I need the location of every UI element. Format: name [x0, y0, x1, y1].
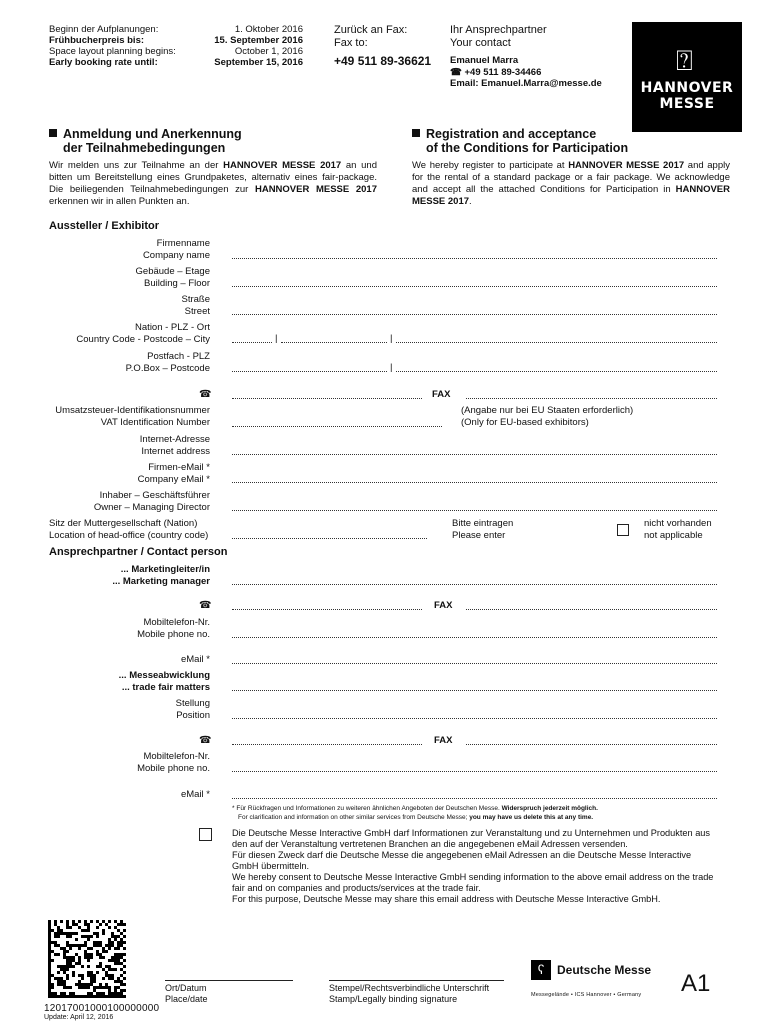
- marketing-mobile-field[interactable]: [232, 637, 717, 638]
- pobox-field[interactable]: [232, 371, 387, 372]
- contact-phone-row: [450, 67, 602, 79]
- bullet-square-icon: [412, 129, 420, 137]
- company-name-label: Firmenname Company name: [142, 238, 210, 261]
- contact-phone: +49 511 89-34466: [464, 66, 542, 78]
- deutsche-messe-tagline: Messegelände • ICS Hannover • Germany: [531, 992, 642, 998]
- de-section-title: Anmeldung und Anerkennung der Teilnahmebedingungen: [49, 127, 242, 155]
- early-rate-de-value: 15. September 2016: [214, 35, 303, 46]
- pobox-postcode-label: Postfach - PLZ P.O.Box – Postcode: [125, 351, 210, 374]
- pobox-postcode-field[interactable]: [396, 371, 717, 372]
- contact-email: Email: Emanuel.Marra@messe.de: [450, 78, 602, 89]
- marketing-fax-label: FAX: [434, 600, 453, 611]
- vat-note: (Angabe nur bei EU Staaten erforderlich) (Only for EU-based exhibitors): [461, 405, 634, 428]
- street-label: Straße Street: [181, 294, 210, 317]
- marketing-manager-label: ... Marketingleiter/in ... Marketing manager: [112, 564, 210, 587]
- fair-fax-label: FAX: [434, 735, 453, 746]
- update-date: Update: April 12, 2016: [44, 1014, 114, 1021]
- position-field[interactable]: [232, 718, 717, 719]
- exhibitor-fax-label: FAX: [432, 389, 451, 400]
- de-intro-text: Wir melden uns zur Teilnahme an der HANNOVER MESSE 2017 an und bitten um Bereitstellung eines Grundpaketes, alternativ eines fair-package. Die beiliegenden Teilnahmebedingungen zur HANNOVER MESSE 2017 erkennen wir in allen Punkten an.: [49, 160, 378, 207]
- marketing-phone-field[interactable]: [232, 609, 422, 610]
- fair-email-field[interactable]: [232, 798, 717, 799]
- deutsche-messe-name: Deutsche Messe: [557, 962, 652, 977]
- planning-begins-en-label: Space layout planning begins:: [49, 46, 176, 57]
- building-floor-field[interactable]: [232, 286, 717, 287]
- early-rate-de-label: Frühbucherpreis bis:: [49, 35, 145, 46]
- contact-name: Emanuel Marra: [450, 55, 519, 66]
- early-rate-en-label: Early booking rate until:: [49, 57, 158, 68]
- owner-field[interactable]: [232, 510, 717, 511]
- field-separator: |: [275, 333, 278, 344]
- marketing-email-label: eMail *: [180, 654, 210, 665]
- place-date-label: Ort/Datum Place/date: [165, 983, 208, 1004]
- company-email-field[interactable]: [232, 482, 717, 483]
- signature-label: Stempel/Rechtsverbindliche Unterschrift Stamp/Legally binding signature: [329, 983, 490, 1004]
- fair-phone-field[interactable]: [232, 744, 422, 745]
- fair-mobile-label: Mobiltelefon-Nr. Mobile phone no.: [137, 751, 210, 774]
- telephone-icon: ☎: [199, 389, 212, 400]
- datamatrix-code: [48, 920, 126, 998]
- not-applicable-label: nicht vorhanden not applicable: [644, 518, 712, 541]
- consent-checkbox[interactable]: [199, 828, 212, 841]
- fax-to-de-label: Zurück an Fax:: [334, 24, 408, 36]
- logo-line1: HANNOVER: [640, 80, 734, 96]
- exhibitor-fax-field[interactable]: [466, 398, 717, 399]
- telephone-icon: ☎: [199, 600, 212, 611]
- vat-field[interactable]: [232, 426, 442, 427]
- trade-fair-matters-label: ... Messeabwicklung ... trade fair matters: [118, 670, 210, 693]
- consent-text: Die Deutsche Messe Interactive GmbH darf Informationen zur Veranstaltung und zu Unternehmen und Produkten aus den auf der Veranstaltung vertretenen Branchen an die angegebenen eMail Adressen versenden. Für diesen Zweck darf die Deutsche Messe die angegebenen eMail Adressen an die Deutsche Messe Interactive GmbH übermitteln. We hereby consent to Deutsche Messe Interactive GmbH sending information to the above email address on the trade fair and on companies and products/services at the trade fair. For this purpose, Deutsche Messe may share this email address with Deutsche Messe Interactive GmbH.: [232, 828, 714, 904]
- hannover-messe-logo: [632, 22, 742, 132]
- fair-fax-field[interactable]: [466, 744, 717, 745]
- city-field[interactable]: [396, 342, 717, 343]
- field-separator: |: [390, 362, 393, 373]
- exhibitor-phone-field[interactable]: [232, 398, 422, 399]
- not-applicable-checkbox[interactable]: [617, 524, 629, 536]
- dates-labels: [49, 24, 176, 68]
- bullet-square-icon: [49, 129, 57, 137]
- field-separator: |: [390, 333, 393, 344]
- internet-address-label: Internet-Adresse Internet address: [139, 434, 210, 457]
- hannover-messe-mark-icon: ⍰: [676, 44, 693, 77]
- planning-begins-de-value: 1. Oktober 2016: [234, 24, 303, 35]
- owner-label: Inhaber – Geschäftsführer Owner – Managing Director: [93, 490, 210, 513]
- fax-to-block: [334, 24, 431, 68]
- head-office-field[interactable]: [232, 538, 427, 539]
- en-intro-text: We hereby register to participate at HANNOVER MESSE 2017 and apply for the rental of a standard package or a fair package. We acknowledge and accept all the attached Conditions for Participation in HANNOVER MESSE 2017.: [412, 160, 730, 207]
- contact-de-label: Ihr Ansprechpartner: [450, 24, 547, 36]
- position-label: Stellung Position: [175, 698, 210, 721]
- building-floor-label: Gebäude – Etage Building – Floor: [135, 266, 210, 289]
- planning-begins-de-label: Beginn der Aufplanungen:: [49, 24, 159, 35]
- early-rate-en-value: September 15, 2016: [214, 57, 303, 68]
- fair-mobile-field[interactable]: [232, 771, 717, 772]
- company-name-field[interactable]: [232, 258, 717, 259]
- fax-number: +49 511 89-36621: [334, 54, 432, 68]
- telephone-icon: ☎: [199, 735, 212, 746]
- form-code: 12017001000100000000: [44, 1003, 160, 1014]
- footnote: * Für Rückfragen und Informationen zu weiteren ähnlichen Angeboten der Deutschen Messe. Widerspruch jederzeit möglich. For clarification and information on other similar services from Deutsche Messe; you may have us delete this at any time.: [232, 805, 598, 821]
- exhibitor-heading: Aussteller / Exhibitor: [49, 220, 160, 232]
- en-section-title: Registration and acceptance of the Conditions for Participation: [412, 127, 628, 155]
- place-date-line: [165, 980, 293, 981]
- marketing-fax-field[interactable]: [466, 609, 717, 610]
- head-office-label: Sitz der Muttergesellschaft (Nation) Location of head-office (country code): [49, 518, 209, 541]
- country-code-field[interactable]: [232, 342, 272, 343]
- vat-label: Umsatzsteuer-Identifikationsnummer VAT Identification Number: [55, 405, 210, 428]
- dates-values: [190, 24, 303, 68]
- internet-address-field[interactable]: [232, 454, 717, 455]
- planning-begins-en-value: October 1, 2016: [234, 46, 303, 57]
- contact-block: [450, 24, 602, 90]
- fax-to-en-label: Fax to:: [334, 37, 368, 49]
- country-postcode-city-label: Nation - PLZ - Ort Country Code - Postcode – City: [76, 322, 210, 345]
- street-field[interactable]: [232, 314, 717, 315]
- trade-fair-matters-field[interactable]: [232, 690, 717, 691]
- marketing-email-field[interactable]: [232, 663, 717, 664]
- fair-email-label: eMail *: [180, 789, 210, 800]
- logo-line2: MESSE: [659, 96, 715, 112]
- signature-line: [329, 980, 504, 981]
- postcode-field[interactable]: [281, 342, 387, 343]
- marketing-manager-field[interactable]: [232, 584, 717, 585]
- telephone-icon: ☎: [450, 66, 462, 78]
- contact-person-heading: Ansprechpartner / Contact person: [49, 546, 228, 558]
- deutsche-messe-logo: [531, 960, 651, 999]
- marketing-mobile-label: Mobiltelefon-Nr. Mobile phone no.: [137, 617, 210, 640]
- company-email-label: Firmen-eMail * Company eMail *: [137, 462, 210, 485]
- deutsche-messe-mark-icon: ʕ: [531, 960, 551, 980]
- contact-en-label: Your contact: [450, 37, 511, 49]
- please-enter-label: Bitte eintragen Please enter: [452, 518, 514, 541]
- form-id: A1: [681, 970, 711, 997]
